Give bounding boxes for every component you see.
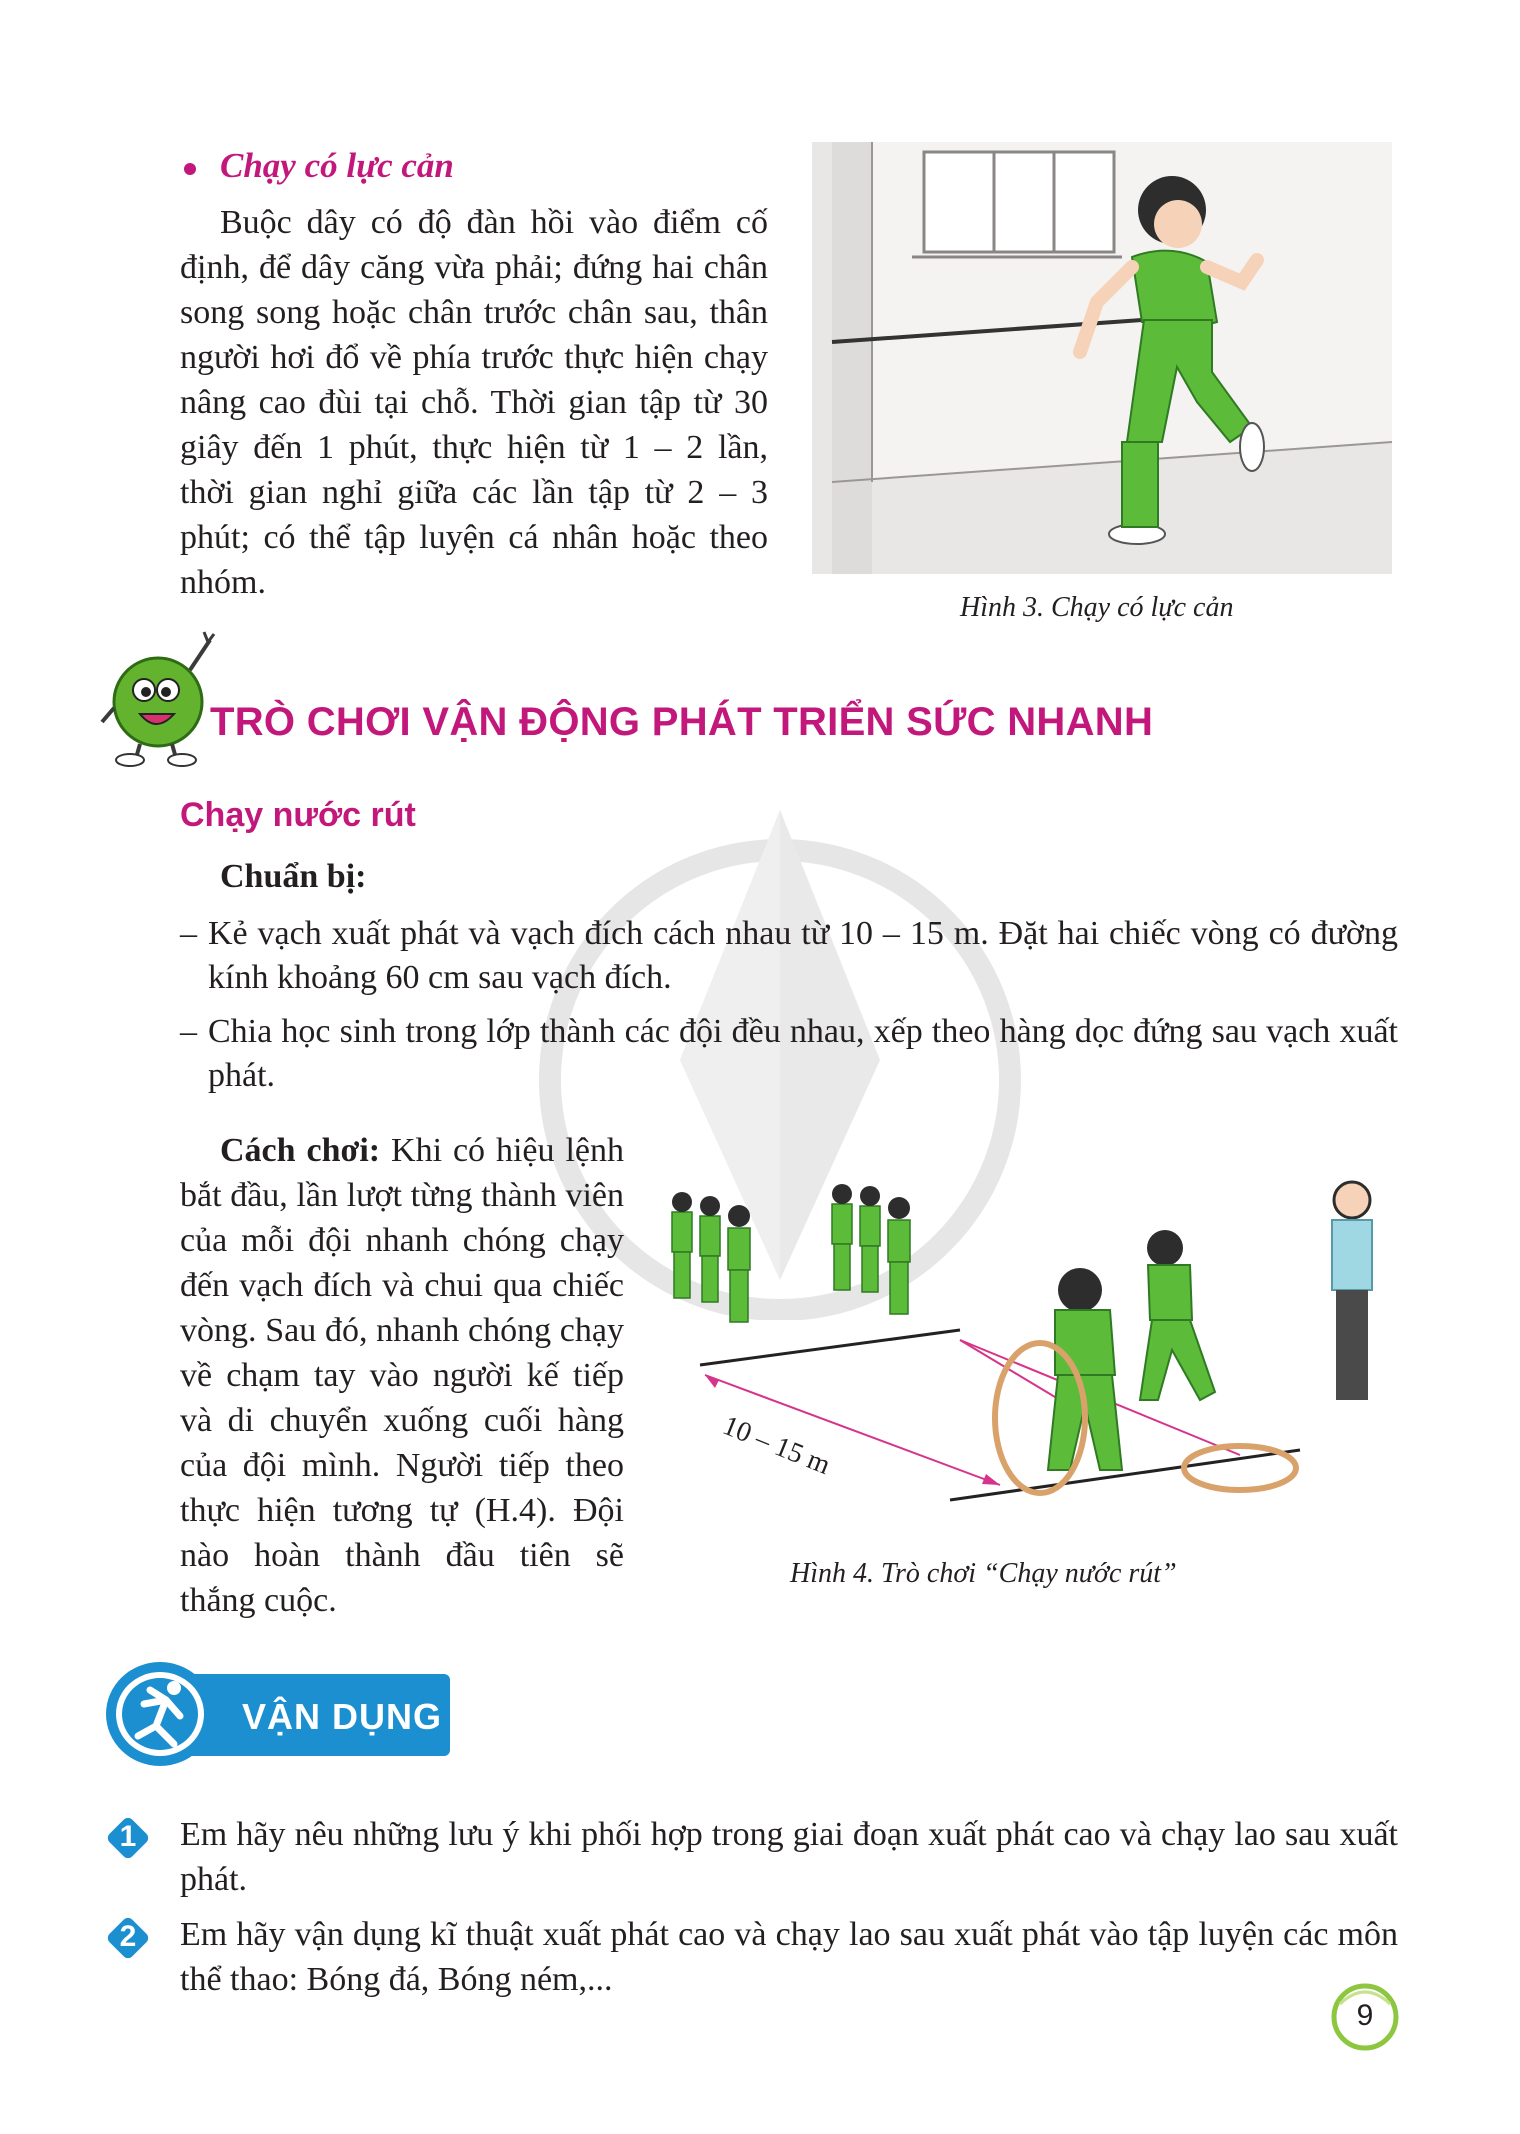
apply-badge [104,1660,450,1768]
question-1-number: 1 [119,1820,137,1853]
mascot-icon [100,630,220,770]
question-1-text: Em hãy nêu những lưu ý khi phối hợp trong giai đoạn xuất phát cao và chạy lao sau xuất phát. [180,1816,1398,1898]
game-subheading: Chạy nước rút [180,796,416,834]
figure-4-illustration [660,1170,1400,1520]
question-1-number-badge [104,1814,152,1862]
dash-mark: – [180,915,197,952]
section1-paragraph: Buộc dây có độ đàn hồi vào điểm cố định, để dây căng vừa phải; đứng hai chân song song hoặc chân trước chân sau, thân người hơi đổ về phía trước thực hiện chạy nâng cao đùi tại chỗ. Thời gian tập từ 30 giây đến 1 phút, thực hiện từ 1 – 2 lần, thời gian nghỉ giữa các lần tập từ 2 – 3 phút; có thể tập luyện cá nhân hoặc theo nhóm. [180,204,768,601]
prep-item-2-text: Chia học sinh trong lớp thành các đội đều nhau, xếp theo hàng dọc đứng sau vạch xuất phát. [208,1013,1398,1094]
question-2-text: Em hãy vận dụng kĩ thuật xuất phát cao và chạy lao sau xuất phát vào tập luyện các môn thể thao: Bóng đá, Bóng ném,... [180,1916,1398,1998]
dash-mark: – [180,1013,197,1050]
page-number-badge [1330,1982,1400,2052]
apply-badge-label: VẬN DỤNG [242,1696,443,1737]
question-2-number-badge [104,1914,152,1962]
game-heading: TRÒ CHƠI VẬN ĐỘNG PHÁT TRIỂN SỨC NHANH [210,700,1154,744]
howto-text: Khi có hiệu lệnh bắt đầu, lần lượt từng thành viên của mỗi đội nhanh chóng chạy đến vạch đích và chui qua chiếc vòng. Sau đó, nhanh chóng chạy về chạm tay vào người kế tiếp và di chuyển xuống cuối hàng của đội mình. Người tiếp theo thực hiện tương tự (H.4). Đội nào hoàn thành đầu tiên sẽ thắng cuộc. [180,1132,624,1619]
prep-item-1 [180,912,1398,1000]
figure-3-caption: Hình 3. Chạy có lực cản [960,592,1234,623]
prep-item-1-text: Kẻ vạch xuất phát và vạch đích cách nhau từ 10 – 15 m. Đặt hai chiếc vòng có đường kính khoảng 60 cm sau vạch đích. [208,915,1398,996]
howto-paragraph [180,1128,624,1623]
bullet-title: Chạy có lực cản [220,146,454,185]
runner-icon [104,1660,222,1768]
howto-label: Cách chơi: [220,1132,381,1169]
figure-4-caption: Hình 4. Trò chơi “Chạy nước rút” [790,1558,1177,1589]
page-number: 9 [1356,1999,1374,2032]
figure-3-illustration [812,142,1392,574]
prep-item-2 [180,1010,1398,1098]
distance-label: 10 – 15 m [718,1410,835,1481]
prep-label: Chuẩn bị: [220,858,367,895]
question-2-number: 2 [119,1920,137,1953]
bullet-dot [184,163,196,175]
